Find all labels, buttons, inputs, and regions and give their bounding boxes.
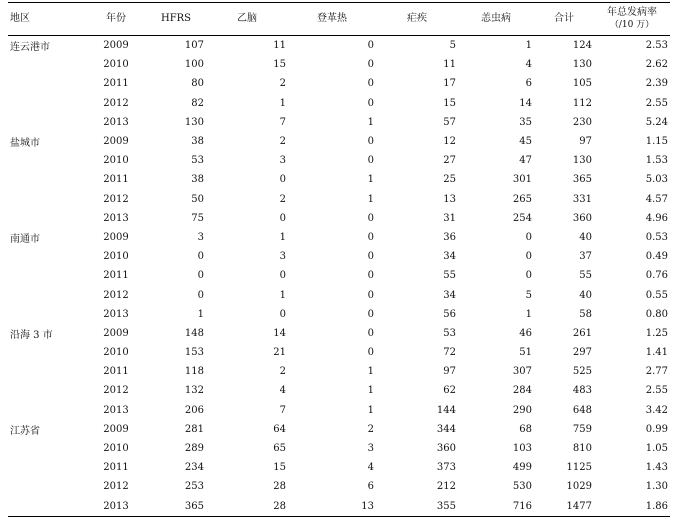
cell-hfrs: 281 xyxy=(184,423,204,435)
cell-region xyxy=(8,362,86,381)
cell-hfrs: 53 xyxy=(191,155,204,167)
cell-schisto: 0 xyxy=(525,231,532,243)
cell-total: 261 xyxy=(572,327,592,339)
cell-dengue: 0 xyxy=(367,270,374,282)
cell-schisto: 290 xyxy=(512,404,532,416)
cell-total: 360 xyxy=(572,212,592,224)
cell-year: 2013 xyxy=(103,308,129,320)
cell-schisto: 530 xyxy=(512,481,532,493)
cell-year: 2009 xyxy=(103,136,129,148)
cell-malaria: 55 xyxy=(443,270,456,282)
cell-region: 连云港市 xyxy=(10,42,50,54)
cell-total: 1477 xyxy=(534,497,594,517)
cell-dengue: 0 xyxy=(367,212,374,224)
cell-year: 2012 xyxy=(103,481,129,493)
cell-region xyxy=(8,439,86,458)
table-row xyxy=(8,170,670,189)
cell-rate: 1.25 xyxy=(645,327,668,339)
cell-malaria: 34 xyxy=(443,251,456,263)
cell-schisto: 35 xyxy=(519,116,532,128)
cell-year: 2012 xyxy=(103,193,129,205)
table-row xyxy=(8,132,670,151)
table-row xyxy=(8,324,670,343)
cell-je: 4 xyxy=(279,385,286,397)
cell-malaria: 72 xyxy=(443,347,456,359)
cell-je: 65 xyxy=(273,443,286,455)
table-row xyxy=(8,209,670,228)
cell-year: 2013 xyxy=(86,497,146,517)
cell-rate: 5.24 xyxy=(645,116,668,128)
cell-hfrs: 130 xyxy=(184,116,204,128)
cell-dengue: 1 xyxy=(367,193,374,205)
table-row xyxy=(8,343,670,362)
cell-schisto: 47 xyxy=(519,155,532,167)
cell-malaria: 212 xyxy=(436,481,456,493)
table-row xyxy=(8,266,670,285)
cell-je: 1 xyxy=(279,97,286,109)
cell-malaria: 53 xyxy=(443,327,456,339)
cell-region xyxy=(8,401,86,420)
cell-je: 2 xyxy=(279,136,286,148)
cell-total: 331 xyxy=(572,193,592,205)
table-row xyxy=(8,285,670,304)
cell-total: 759 xyxy=(572,423,592,435)
cell-malaria: 56 xyxy=(443,308,456,320)
cell-malaria: 5 xyxy=(449,40,456,52)
cell-rate: 3.42 xyxy=(645,404,668,416)
cell-malaria: 12 xyxy=(443,136,456,148)
cell-region xyxy=(8,94,86,113)
cell-hfrs: 82 xyxy=(191,97,204,109)
cell-year: 2010 xyxy=(103,155,129,167)
header-schisto: 恙虫病 xyxy=(458,3,534,36)
cell-dengue: 0 xyxy=(367,97,374,109)
cell-total: 130 xyxy=(572,155,592,167)
cell-total: 1029 xyxy=(566,481,592,493)
cell-total: 483 xyxy=(572,385,592,397)
cell-total: 365 xyxy=(572,174,592,186)
table-row xyxy=(8,362,670,381)
cell-schisto: 45 xyxy=(519,136,532,148)
cell-malaria: 57 xyxy=(443,116,456,128)
cell-hfrs: 38 xyxy=(191,174,204,186)
cell-je: 0 xyxy=(279,174,286,186)
cell-rate: 1.30 xyxy=(645,481,668,493)
table-row xyxy=(8,151,670,170)
cell-year: 2013 xyxy=(103,212,129,224)
cell-je: 2 xyxy=(279,193,286,205)
cell-hfrs: 38 xyxy=(191,136,204,148)
cell-hfrs: 3 xyxy=(197,231,204,243)
cell-dengue: 0 xyxy=(367,40,374,52)
cell-rate: 2.53 xyxy=(645,40,668,52)
cell-schisto: 716 xyxy=(458,497,534,517)
cell-je: 0 xyxy=(279,270,286,282)
cell-je: 7 xyxy=(279,404,286,416)
cell-year: 2009 xyxy=(103,423,129,435)
cell-malaria: 360 xyxy=(436,443,456,455)
cell-total: 40 xyxy=(579,231,592,243)
cell-year: 2009 xyxy=(103,327,129,339)
header-malaria: 疟疾 xyxy=(376,3,458,36)
table-row xyxy=(8,305,670,324)
cell-rate: 1.05 xyxy=(645,443,668,455)
cell-dengue: 0 xyxy=(367,155,374,167)
table-row xyxy=(8,439,670,458)
table-row xyxy=(8,94,670,113)
cell-rate: 4.57 xyxy=(645,193,668,205)
cell-year: 2011 xyxy=(103,366,129,378)
cell-je: 28 xyxy=(273,481,286,493)
cell-region xyxy=(8,285,86,304)
cell-year: 2009 xyxy=(103,231,129,243)
cell-malaria: 373 xyxy=(436,462,456,474)
table-body xyxy=(8,36,670,517)
cell-dengue: 0 xyxy=(367,308,374,320)
cell-schisto: 0 xyxy=(525,270,532,282)
table-row xyxy=(8,36,670,56)
cell-hfrs: 1 xyxy=(197,308,204,320)
cell-year: 2012 xyxy=(103,289,129,301)
cell-dengue: 4 xyxy=(367,462,374,474)
cell-rate: 1.15 xyxy=(645,136,668,148)
cell-region: 南通市 xyxy=(10,233,40,245)
cell-total: 810 xyxy=(572,443,592,455)
cell-je: 7 xyxy=(279,116,286,128)
cell-year: 2012 xyxy=(103,385,129,397)
table-row xyxy=(8,113,670,132)
cell-region: 盐城市 xyxy=(10,138,40,150)
cell-year: 2010 xyxy=(103,443,129,455)
cell-schisto: 103 xyxy=(512,443,532,455)
disease-incidence-table xyxy=(8,2,670,517)
cell-total: 297 xyxy=(572,347,592,359)
cell-schisto: 265 xyxy=(512,193,532,205)
cell-schisto: 1 xyxy=(525,308,532,320)
cell-je: 1 xyxy=(279,289,286,301)
header-rate-line1: 年总发病率 xyxy=(607,7,657,18)
cell-rate: 0.55 xyxy=(645,289,668,301)
cell-malaria: 17 xyxy=(443,78,456,90)
cell-malaria: 62 xyxy=(443,385,456,397)
cell-dengue: 2 xyxy=(367,423,374,435)
cell-hfrs: 0 xyxy=(197,270,204,282)
cell-malaria: 11 xyxy=(443,59,456,71)
cell-je: 3 xyxy=(279,155,286,167)
table-row xyxy=(8,228,670,247)
cell-dengue: 1 xyxy=(367,116,374,128)
cell-hfrs: 118 xyxy=(184,366,204,378)
cell-year: 2011 xyxy=(103,174,129,186)
cell-hfrs: 0 xyxy=(197,251,204,263)
cell-hfrs: 107 xyxy=(184,40,204,52)
cell-hfrs: 253 xyxy=(184,481,204,493)
cell-total: 37 xyxy=(579,251,592,263)
cell-rate: 0.76 xyxy=(645,270,668,282)
cell-schisto: 284 xyxy=(512,385,532,397)
cell-je: 14 xyxy=(273,327,286,339)
table-row xyxy=(8,247,670,266)
cell-schisto: 499 xyxy=(512,462,532,474)
cell-total: 130 xyxy=(572,59,592,71)
cell-schisto: 5 xyxy=(525,289,532,301)
cell-total: 58 xyxy=(579,308,592,320)
cell-rate: 1.43 xyxy=(645,462,668,474)
cell-rate: 0.53 xyxy=(645,231,668,243)
cell-schisto: 51 xyxy=(519,347,532,359)
cell-year: 2011 xyxy=(103,462,129,474)
cell-total: 1125 xyxy=(566,462,592,474)
cell-year: 2011 xyxy=(103,78,129,90)
cell-malaria: 355 xyxy=(376,497,458,517)
cell-malaria: 13 xyxy=(443,193,456,205)
cell-dengue: 1 xyxy=(367,366,374,378)
cell-hfrs: 234 xyxy=(184,462,204,474)
cell-je: 28 xyxy=(206,497,288,517)
cell-year: 2009 xyxy=(103,40,129,52)
cell-region xyxy=(8,477,86,496)
cell-schisto: 1 xyxy=(525,40,532,52)
cell-region xyxy=(8,55,86,74)
cell-je: 11 xyxy=(273,40,286,52)
cell-rate: 1.53 xyxy=(645,155,668,167)
cell-rate: 5.03 xyxy=(645,174,668,186)
cell-hfrs: 80 xyxy=(191,78,204,90)
table-row xyxy=(8,401,670,420)
cell-dengue: 3 xyxy=(367,443,374,455)
cell-total: 525 xyxy=(572,366,592,378)
cell-rate: 1.86 xyxy=(594,497,670,517)
cell-year: 2010 xyxy=(103,347,129,359)
cell-total: 230 xyxy=(572,116,592,128)
cell-schisto: 307 xyxy=(512,366,532,378)
table-row xyxy=(8,55,670,74)
cell-malaria: 36 xyxy=(443,231,456,243)
cell-je: 0 xyxy=(279,212,286,224)
cell-hfrs: 132 xyxy=(184,385,204,397)
cell-malaria: 144 xyxy=(436,404,456,416)
cell-dengue: 6 xyxy=(367,481,374,493)
cell-hfrs: 148 xyxy=(184,327,204,339)
cell-schisto: 46 xyxy=(519,327,532,339)
cell-dengue: 0 xyxy=(367,136,374,148)
table-header-row xyxy=(8,3,670,36)
cell-malaria: 27 xyxy=(443,155,456,167)
cell-rate: 2.62 xyxy=(645,59,668,71)
header-hfrs: HFRS xyxy=(146,3,206,36)
cell-region xyxy=(8,381,86,400)
cell-dengue: 0 xyxy=(367,289,374,301)
cell-total: 40 xyxy=(579,289,592,301)
header-dengue: 登革热 xyxy=(288,3,376,36)
cell-je: 1 xyxy=(279,231,286,243)
table-row xyxy=(8,477,670,496)
cell-rate: 4.96 xyxy=(645,212,668,224)
cell-schisto: 254 xyxy=(512,212,532,224)
header-total: 合计 xyxy=(534,3,594,36)
cell-malaria: 15 xyxy=(443,97,456,109)
cell-hfrs: 75 xyxy=(191,212,204,224)
cell-total: 124 xyxy=(572,40,592,52)
cell-dengue: 0 xyxy=(367,327,374,339)
cell-dengue: 0 xyxy=(367,347,374,359)
cell-dengue: 0 xyxy=(367,59,374,71)
cell-region xyxy=(8,190,86,209)
cell-year: 2012 xyxy=(103,97,129,109)
cell-dengue: 1 xyxy=(367,404,374,416)
cell-total: 55 xyxy=(579,270,592,282)
cell-total: 97 xyxy=(579,136,592,148)
cell-dengue: 1 xyxy=(367,385,374,397)
cell-hfrs: 365 xyxy=(146,497,206,517)
cell-malaria: 34 xyxy=(443,289,456,301)
cell-total: 648 xyxy=(572,404,592,416)
cell-malaria: 25 xyxy=(443,174,456,186)
cell-hfrs: 100 xyxy=(184,59,204,71)
cell-total: 112 xyxy=(572,97,592,109)
cell-je: 15 xyxy=(273,59,286,71)
cell-rate: 2.39 xyxy=(645,78,668,90)
cell-region xyxy=(8,458,86,477)
cell-dengue: 0 xyxy=(367,231,374,243)
cell-rate: 2.55 xyxy=(645,385,668,397)
cell-rate: 1.41 xyxy=(645,347,668,359)
cell-dengue: 1 xyxy=(367,174,374,186)
cell-hfrs: 206 xyxy=(184,404,204,416)
cell-region xyxy=(8,497,86,517)
cell-je: 0 xyxy=(279,308,286,320)
cell-rate: 0.49 xyxy=(645,251,668,263)
cell-je: 2 xyxy=(279,78,286,90)
cell-malaria: 31 xyxy=(443,212,456,224)
cell-rate: 2.55 xyxy=(645,97,668,109)
cell-hfrs: 0 xyxy=(197,289,204,301)
cell-malaria: 97 xyxy=(443,366,456,378)
cell-dengue: 0 xyxy=(367,251,374,263)
table-row xyxy=(8,458,670,477)
cell-year: 2010 xyxy=(103,59,129,71)
cell-hfrs: 289 xyxy=(184,443,204,455)
cell-dengue: 13 xyxy=(288,497,376,517)
cell-je: 15 xyxy=(273,462,286,474)
cell-schisto: 14 xyxy=(519,97,532,109)
cell-malaria: 344 xyxy=(436,423,456,435)
cell-hfrs: 153 xyxy=(184,347,204,359)
table-row xyxy=(8,420,670,439)
cell-region xyxy=(8,74,86,93)
cell-hfrs: 50 xyxy=(191,193,204,205)
cell-year: 2011 xyxy=(103,270,129,282)
cell-schisto: 4 xyxy=(525,59,532,71)
cell-je: 3 xyxy=(279,251,286,263)
cell-je: 2 xyxy=(279,366,286,378)
cell-year: 2013 xyxy=(103,404,129,416)
cell-je: 64 xyxy=(273,423,286,435)
cell-schisto: 6 xyxy=(525,78,532,90)
header-region: 地区 xyxy=(8,3,86,36)
cell-rate: 0.80 xyxy=(645,308,668,320)
cell-total: 105 xyxy=(572,78,592,90)
header-year: 年份 xyxy=(86,3,146,36)
cell-region xyxy=(8,247,86,266)
cell-region xyxy=(8,170,86,189)
table-row xyxy=(8,497,670,517)
cell-region xyxy=(8,266,86,285)
cell-schisto: 0 xyxy=(525,251,532,263)
cell-region xyxy=(8,209,86,228)
cell-region xyxy=(8,151,86,170)
cell-rate: 0.99 xyxy=(645,423,668,435)
cell-year: 2010 xyxy=(103,251,129,263)
cell-region: 沿海 3 市 xyxy=(10,329,53,341)
cell-je: 21 xyxy=(273,347,286,359)
cell-rate: 2.77 xyxy=(645,366,668,378)
cell-region xyxy=(8,113,86,132)
header-je: 乙脑 xyxy=(206,3,288,36)
cell-region: 江苏省 xyxy=(10,425,40,437)
table-row xyxy=(8,74,670,93)
cell-region xyxy=(8,343,86,362)
cell-region xyxy=(8,305,86,324)
cell-dengue: 0 xyxy=(367,78,374,90)
cell-year: 2013 xyxy=(103,116,129,128)
table-row xyxy=(8,381,670,400)
header-rate-line2: （/10 万） xyxy=(609,20,655,30)
header-rate xyxy=(594,3,670,36)
cell-schisto: 68 xyxy=(519,423,532,435)
table-row xyxy=(8,190,670,209)
cell-schisto: 301 xyxy=(512,174,532,186)
